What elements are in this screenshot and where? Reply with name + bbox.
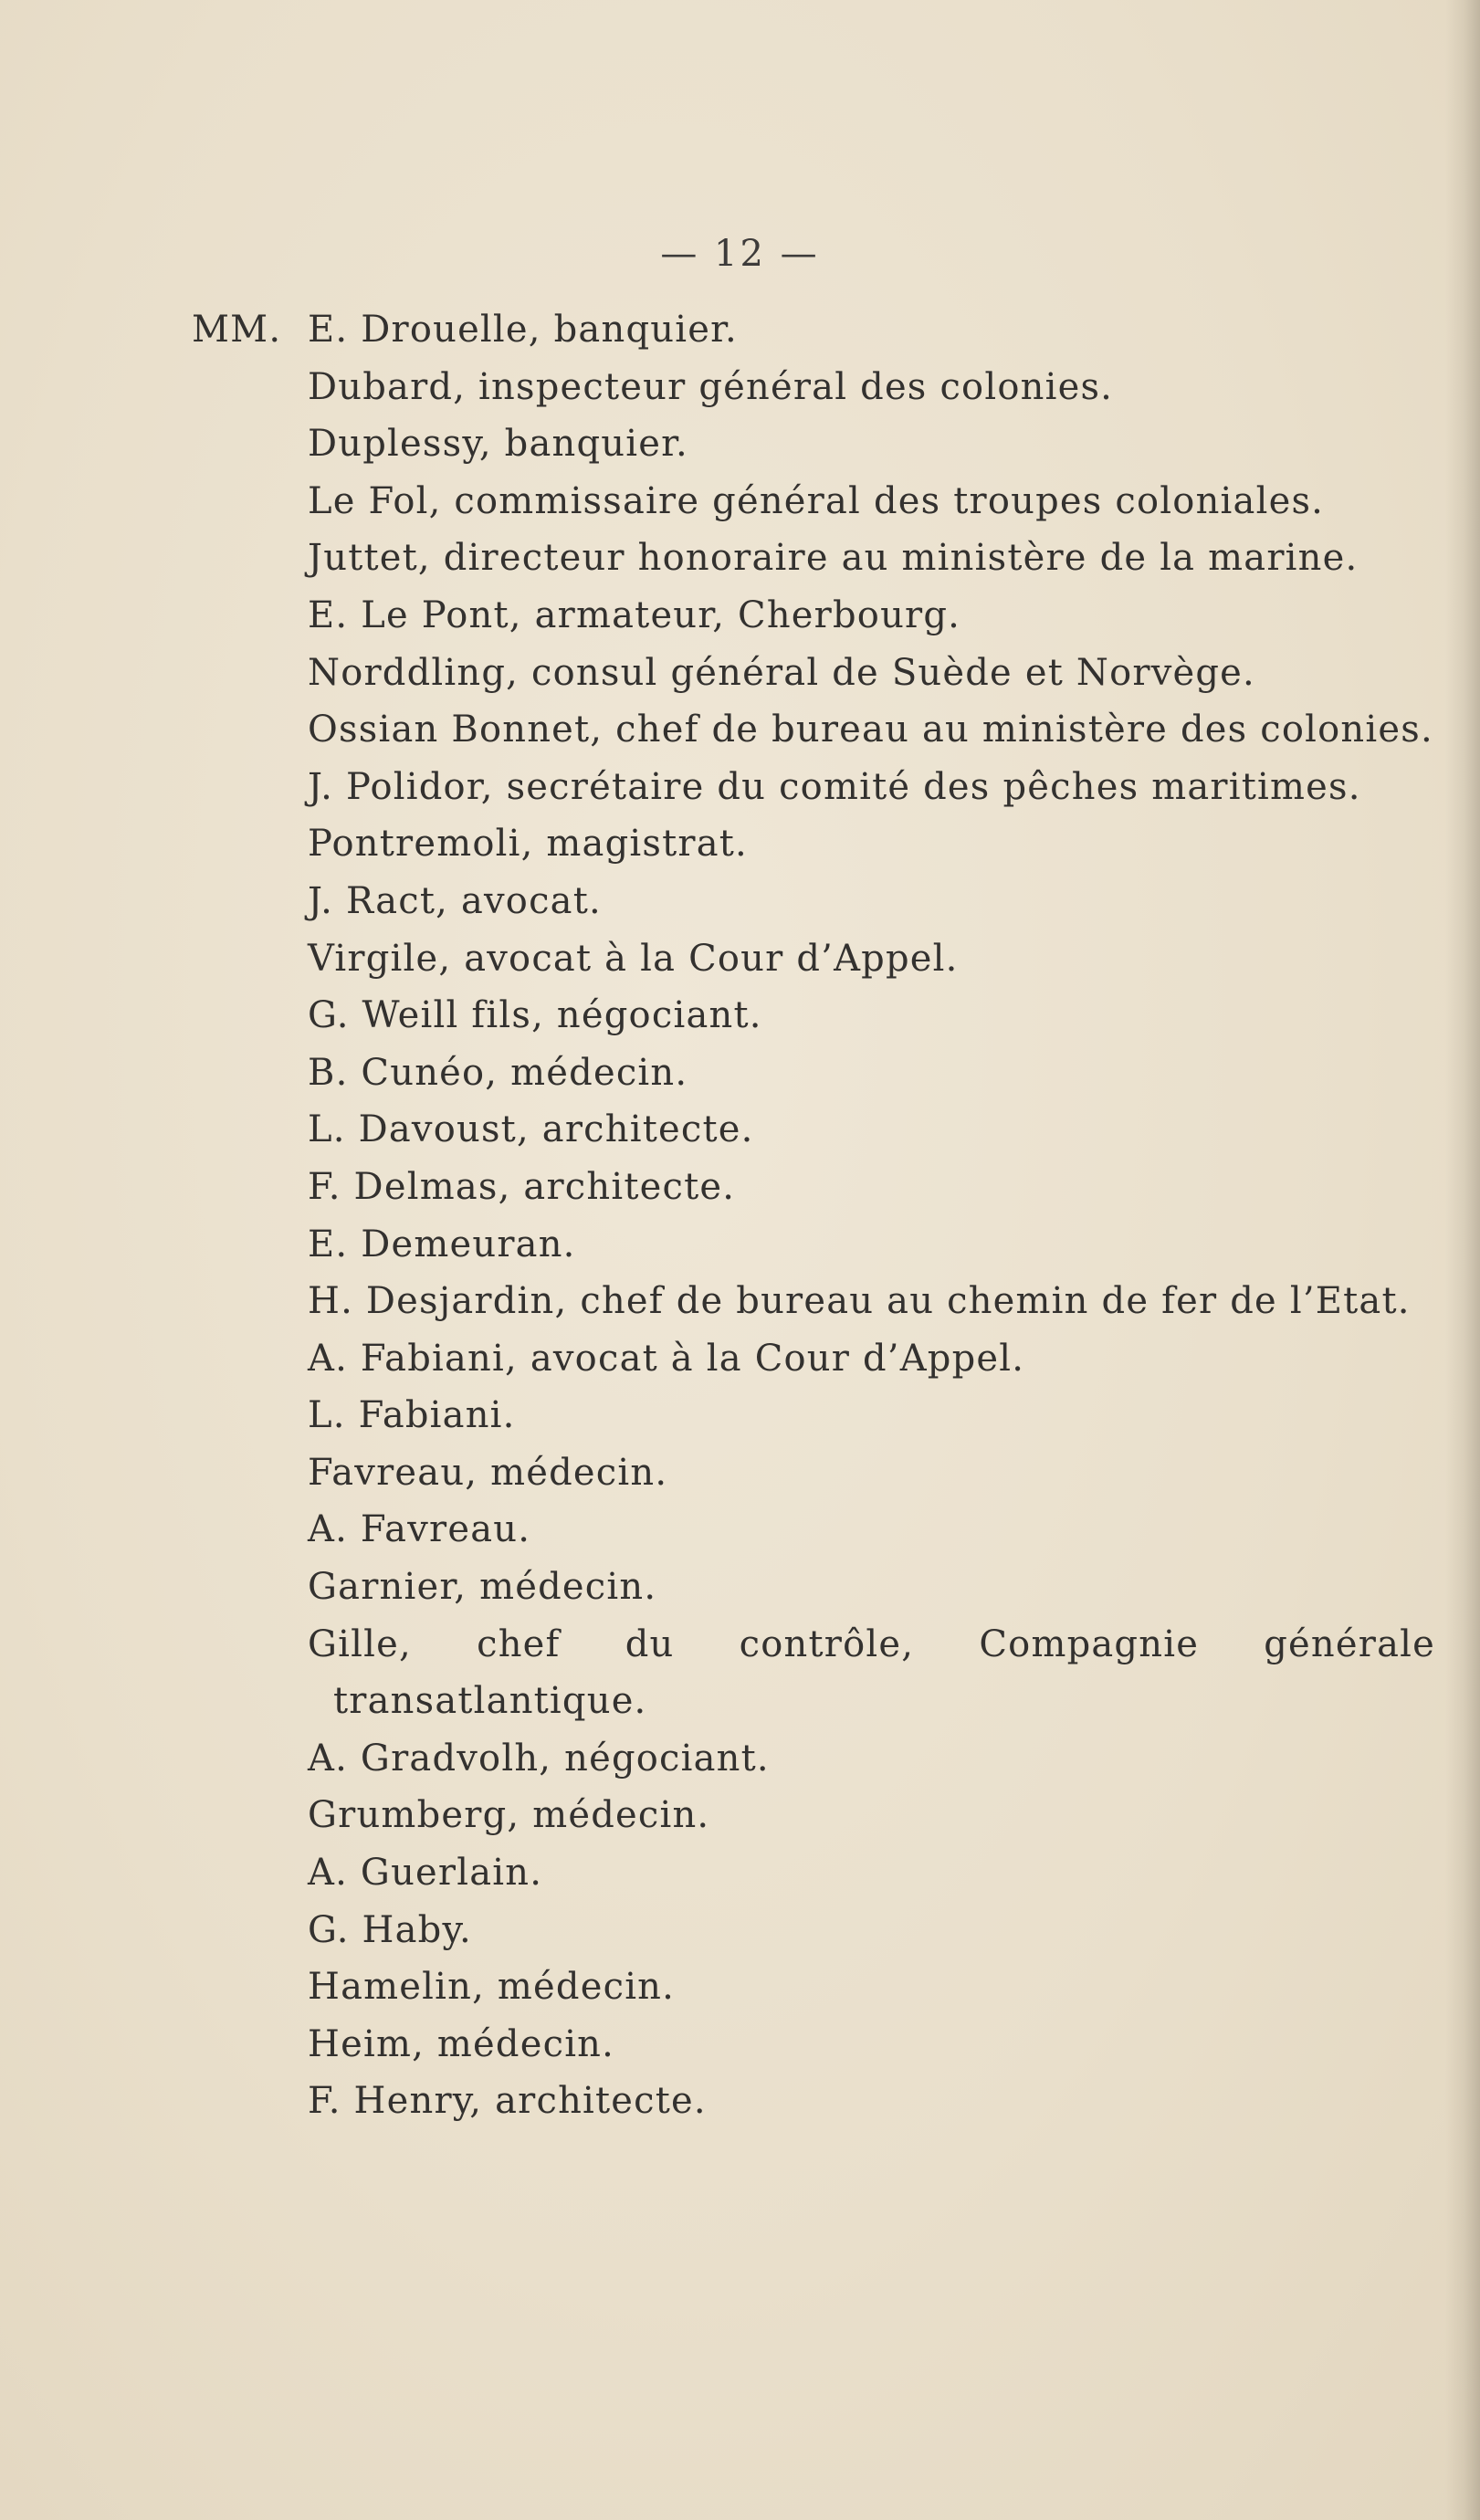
member-entry: B. Cunéo, médecin. [308, 1051, 688, 1094]
member-entry: F. Delmas, architecte. [308, 1165, 736, 1208]
member-entry: Grumberg, médecin. [308, 1794, 710, 1837]
member-entry: Favreau, médecin. [308, 1451, 668, 1494]
member-entry: E. Le Pont, armateur, Cherbourg. [308, 593, 961, 636]
member-entry: Ossian Bonnet, chef de bureau au ministère des colonies. [308, 709, 1433, 751]
member-entry: J. Polidor, secrétaire du comité des pêches maritimes. [308, 765, 1361, 808]
member-entry: Juttet, directeur honoraire au ministère de la marine. [308, 537, 1359, 580]
member-entry: H. Desjardin, chef de bureau au chemin de fer de l’Etat. [308, 1280, 1411, 1323]
member-entry: Norddling, consul général de Suède et Norvège. [308, 651, 1255, 694]
member-entry: G. Weill fils, négociant. [308, 994, 762, 1037]
page-edge-shadow [1445, 0, 1480, 2520]
member-entry: Dubard, inspecteur général des colonies. [308, 365, 1114, 408]
member-entries [194, 301, 1435, 2130]
member-entry: Heim, médecin. [308, 2022, 615, 2065]
member-entry: Duplessy, banquier. [308, 423, 688, 466]
member-entry: L. Fabiani. [308, 1394, 516, 1437]
member-entry: E. Drouelle, banquier. [308, 309, 738, 351]
member-entry: A. Gradvolh, négociant. [308, 1737, 770, 1780]
member-entry: A. Guerlain. [308, 1852, 543, 1895]
honorific-prefix: MM. [192, 309, 282, 351]
member-entry: J. Ract, avocat. [308, 879, 602, 922]
page-number: — 12 — [660, 233, 820, 275]
member-entry: E. Demeuran. [308, 1223, 576, 1265]
member-entry: A. Fabiani, avocat à la Cour d’Appel. [308, 1337, 1025, 1380]
member-entry: Virgile, avocat à la Cour d’Appel. [308, 937, 959, 980]
member-entry: Pontremoli, magistrat. [308, 823, 748, 866]
member-entry: Hamelin, médecin. [308, 1966, 676, 2009]
member-entry: Le Fol, commissaire général des troupes coloniales. [308, 479, 1325, 522]
member-entry: A. Favreau. [308, 1508, 531, 1551]
member-entry: F. Henry, architecte. [308, 2080, 707, 2123]
member-entry: L. Davoust, architecte. [308, 1108, 754, 1151]
member-entry: Garnier, médecin. [308, 1566, 657, 1609]
member-list [194, 301, 1435, 2130]
member-entry: Gille, chef du contrôle, Compagnie générale transatlantique. [308, 1622, 1435, 1723]
member-entry: G. Haby. [308, 1908, 472, 1951]
